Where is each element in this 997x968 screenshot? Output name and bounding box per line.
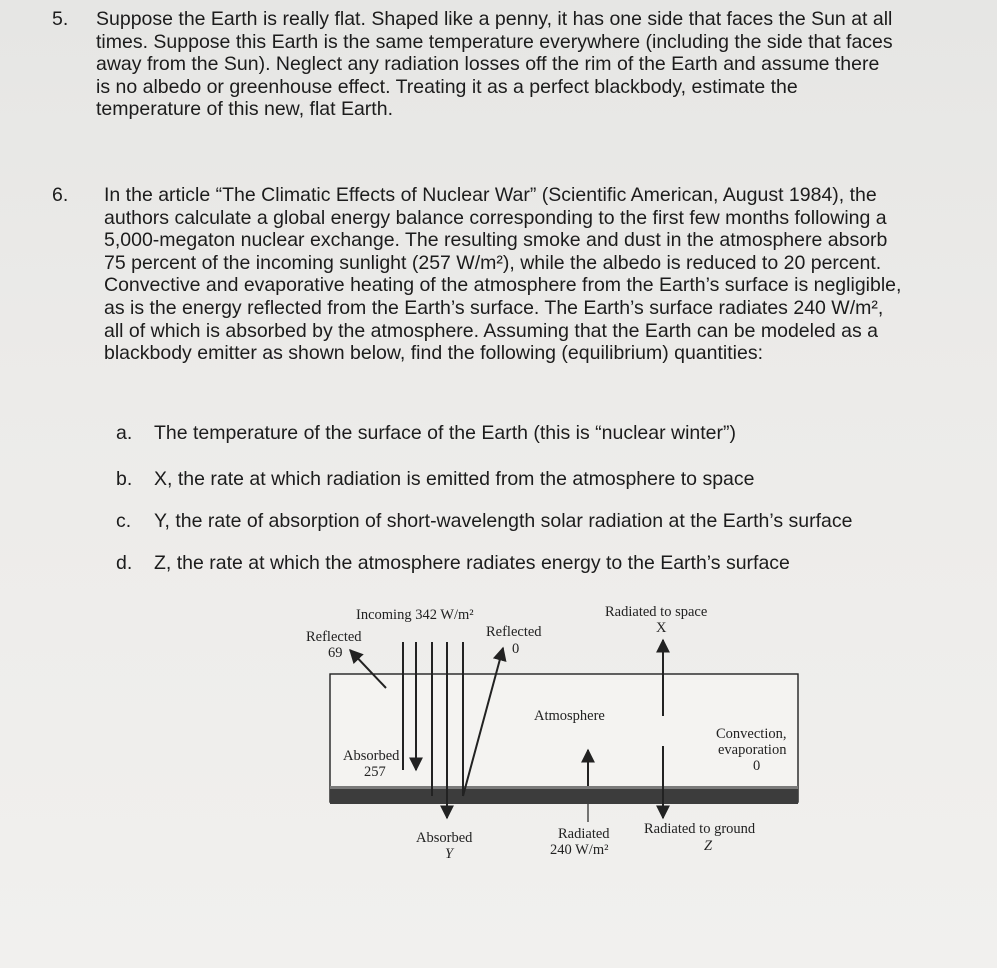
reflected-left-value: 69	[328, 645, 343, 661]
absorbed-ground-value: Y	[445, 846, 454, 862]
part-d-text: Z, the rate at which the atmosphere radiates energy to the Earth’s surface	[154, 552, 790, 574]
absorbed-atm-label: Absorbed	[343, 748, 400, 764]
convection-line2: evaporation	[718, 742, 787, 758]
problem-5-number: 5.	[52, 8, 69, 30]
absorbed-ground-label: Absorbed	[416, 830, 473, 846]
part-a-label: a.	[116, 422, 133, 444]
part-b-text: X, the rate at which radiation is emitted from the atmosphere to space	[154, 468, 755, 490]
radiated-space-value: X	[656, 620, 667, 636]
energy-balance-diagram	[300, 600, 820, 870]
convection-line1: Convection,	[716, 726, 787, 742]
incoming-label: Incoming 342 W/m²	[356, 607, 474, 623]
part-b-label: b.	[116, 468, 133, 490]
part-c-text: Y, the rate of absorption of short-wavelength solar radiation at the Earth’s surface	[154, 510, 853, 532]
part-d-label: d.	[116, 552, 133, 574]
atmosphere-label: Atmosphere	[534, 708, 605, 724]
radiated-ground-label: Radiated to ground	[644, 821, 756, 837]
convection-value: 0	[753, 758, 761, 774]
problem-6-text: In the article “The Climatic Effects of Nuclear War” (Scientific American, August 1984), the authors calculate a global energy balance corresponding to the first few months following a 5,000-megaton nuclear exchange. The resulting smoke and dust in the atmosphere absorb 75 percent of the incoming sunlight (257 W/m²), while the albedo is reduced to 20 percent. Convective and evaporative heating of the atmosphere from the Earth’s surface is negligible, as is the energy reflected from the Earth’s surface. The Earth’s surface radiates 240 W/m², all of which is absorbed by the atmosphere. Assuming that the Earth can be modeled as a blackbody emitter as shown below, find the following (equilibrium) quantities:	[104, 184, 902, 365]
radiated-surface-value: 240 W/m²	[550, 842, 609, 858]
part-a-text: The temperature of the surface of the Earth (this is “nuclear winter”)	[154, 422, 737, 444]
reflected-mid-label: Reflected	[486, 624, 542, 640]
problem-5-text: Suppose the Earth is really flat. Shaped like a penny, it has one side that faces the Sun at all times. Suppose this Earth is the same temperature everywhere (including the side that faces away from the Sun). Neglect any radiation losses off the rim of the Earth and assume there is no albedo or greenhouse effect. Treating it as a perfect blackbody, estimate the temperature of this new, flat Earth.	[96, 8, 893, 121]
radiated-space-label: Radiated to space	[605, 604, 708, 620]
radiated-ground-value: Z	[704, 838, 713, 854]
reflected-mid-value: 0	[512, 641, 520, 657]
problem-6-number: 6.	[52, 184, 69, 206]
radiated-surface-label: Radiated	[558, 826, 610, 842]
part-c-label: c.	[116, 510, 132, 532]
reflected-left-label: Reflected	[306, 629, 362, 645]
absorbed-atm-value: 257	[364, 764, 386, 780]
